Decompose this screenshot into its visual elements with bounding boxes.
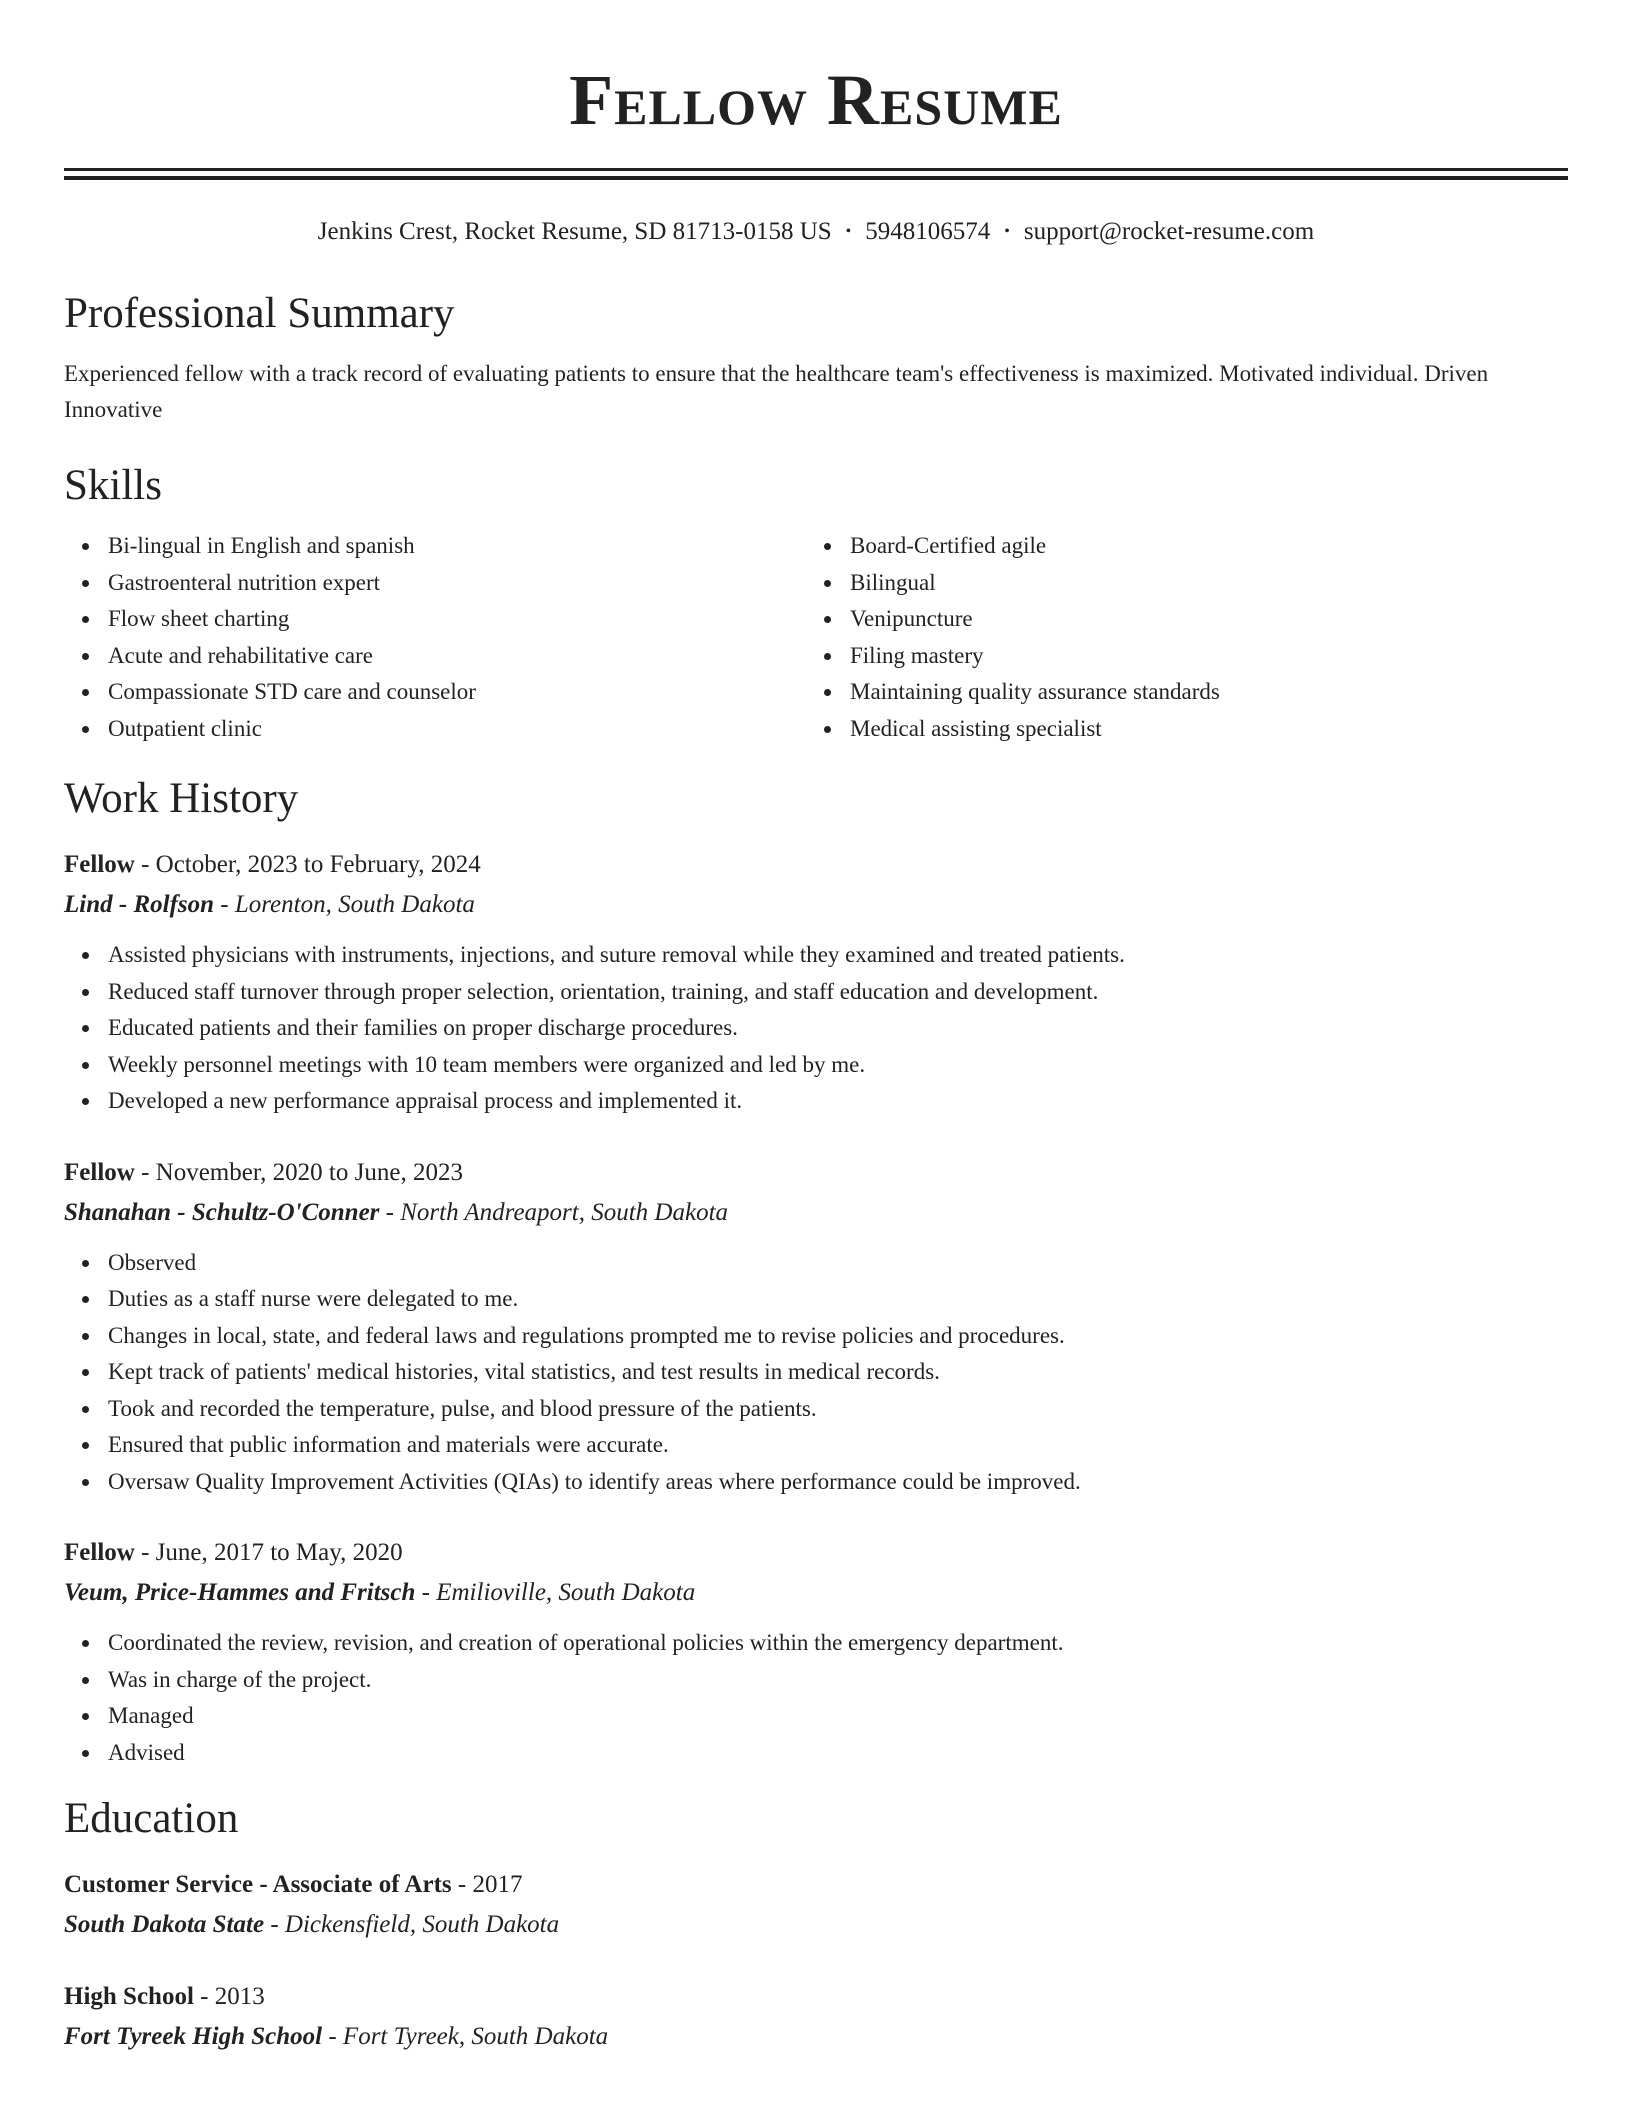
skills-list-right	[806, 528, 1548, 747]
education-school: Fort Tyreek High School	[64, 2023, 323, 2050]
job-role: Fellow	[64, 1539, 135, 1566]
job-duty: Took and recorded the temperature, pulse, and blood pressure of the patients.	[108, 1391, 1568, 1428]
job-title-line	[64, 1153, 1568, 1193]
skill-item: Flow sheet charting	[108, 601, 806, 638]
skill-item: Filing mastery	[850, 638, 1548, 675]
job-title-line	[64, 845, 1568, 885]
education-location: - Dickensfield, South Dakota	[264, 1911, 560, 1938]
job-duty: Was in charge of the project.	[108, 1662, 1568, 1699]
skill-item: Medical assisting specialist	[850, 711, 1548, 748]
resume-name: Fellow Resume	[569, 60, 1063, 140]
job-company: Veum, Price-Hammes and Fritsch	[64, 1579, 416, 1606]
education-degree-line	[64, 1865, 1568, 1905]
job-duty: Developed a new performance appraisal process and implemented it.	[108, 1083, 1568, 1120]
education-entry	[64, 1865, 1568, 1945]
skill-item: Venipuncture	[850, 601, 1548, 638]
education-year: - 2013	[193, 1983, 265, 2010]
contact-phone: 5948106574	[865, 218, 991, 245]
job-duty: Oversaw Quality Improvement Activities (QIAs) to identify areas where performance could be improved.	[108, 1464, 1568, 1501]
education-school-line	[64, 2017, 1568, 2057]
job-entry	[64, 845, 1568, 1120]
education-heading: Education	[64, 1795, 239, 1842]
skills-column-right	[806, 528, 1548, 747]
job-duty: Changes in local, state, and federal laws and regulations prompted me to revise policies and procedures.	[108, 1318, 1568, 1355]
job-duties-list	[64, 937, 1568, 1120]
job-duty: Assisted physicians with instruments, injections, and suture removal while they examined and treated patients.	[108, 937, 1568, 974]
job-dates: - October, 2023 to February, 2024	[134, 851, 481, 878]
job-entry	[64, 1533, 1568, 1771]
job-dates: - June, 2017 to May, 2020	[134, 1539, 403, 1566]
skill-item: Outpatient clinic	[108, 711, 806, 748]
skill-item: Bi-lingual in English and spanish	[108, 528, 806, 565]
job-location: - Emilioville, South Dakota	[415, 1579, 696, 1606]
job-company: Lind - Rolfson	[64, 891, 215, 918]
job-duty: Educated patients and their families on proper discharge procedures.	[108, 1010, 1568, 1047]
contact-separator: •	[845, 223, 852, 240]
job-duty: Coordinated the review, revision, and creation of operational policies within the emergency department.	[108, 1625, 1568, 1662]
skills-heading: Skills	[64, 462, 162, 509]
contact-address: Jenkins Crest, Rocket Resume, SD 81713-0158 US	[317, 218, 832, 245]
skill-item: Bilingual	[850, 565, 1548, 602]
education-degree: Customer Service - Associate of Arts	[64, 1871, 452, 1898]
job-duty: Managed	[108, 1698, 1568, 1735]
job-duties-list	[64, 1625, 1568, 1771]
education-entry	[64, 1977, 1568, 2057]
education-school-line	[64, 1905, 1568, 1945]
header-divider	[64, 168, 1568, 180]
job-title-line	[64, 1533, 1568, 1573]
job-dates: - November, 2020 to June, 2023	[134, 1158, 463, 1186]
skills-grid	[64, 528, 1568, 747]
divider-line-bottom	[64, 176, 1568, 180]
job-location: - North Andreaport, South Dakota	[379, 1198, 729, 1226]
skill-item: Gastroenteral nutrition expert	[108, 565, 806, 602]
divider-line-top	[64, 168, 1568, 171]
skill-item: Maintaining quality assurance standards	[850, 674, 1548, 711]
work-history-heading: Work History	[64, 775, 299, 822]
contact-separator: •	[1004, 223, 1010, 240]
job-duty: Observed	[108, 1245, 1568, 1282]
skills-column-left	[64, 528, 806, 747]
job-duty: Kept track of patients' medical histories, vital statistics, and test results in medical records.	[108, 1354, 1568, 1391]
job-duty: Weekly personnel meetings with 10 team members were organized and led by me.	[108, 1047, 1568, 1084]
job-role: Fellow	[64, 1158, 135, 1186]
education-school: South Dakota State	[64, 1911, 265, 1938]
summary-text: Experienced fellow with a track record of evaluating patients to ensure that the healthcare team's effectiveness is maximized. Motivated individual. Driven Innovative	[64, 361, 1489, 422]
skill-item: Acute and rehabilitative care	[108, 638, 806, 675]
job-duties-list	[64, 1245, 1568, 1501]
education-degree-line	[64, 1977, 1568, 2017]
contact-line	[64, 216, 1568, 248]
job-duty: Advised	[108, 1735, 1568, 1772]
job-location: - Lorenton, South Dakota	[214, 891, 475, 918]
skills-list-left	[64, 528, 806, 747]
skill-item: Board-Certified agile	[850, 528, 1548, 565]
contact-email: support@rocket-resume.com	[1023, 218, 1315, 245]
education-year: - 2017	[451, 1871, 523, 1898]
job-duty: Duties as a staff nurse were delegated to me.	[108, 1281, 1568, 1318]
job-duty: Reduced staff turnover through proper selection, orientation, training, and staff education and development.	[108, 974, 1568, 1011]
job-company-line	[64, 1573, 1568, 1613]
job-company-line	[64, 1193, 1568, 1233]
job-company: Shanahan - Schultz-O'Conner	[64, 1198, 380, 1226]
education-degree: High School	[64, 1983, 194, 2010]
job-role: Fellow	[64, 851, 135, 878]
job-duty: Ensured that public information and materials were accurate.	[108, 1427, 1568, 1464]
education-location: - Fort Tyreek, South Dakota	[322, 2023, 609, 2050]
skill-item: Compassionate STD care and counselor	[108, 674, 806, 711]
summary-heading: Professional Summary	[64, 290, 455, 337]
job-entry	[64, 1153, 1568, 1501]
job-company-line	[64, 885, 1568, 925]
